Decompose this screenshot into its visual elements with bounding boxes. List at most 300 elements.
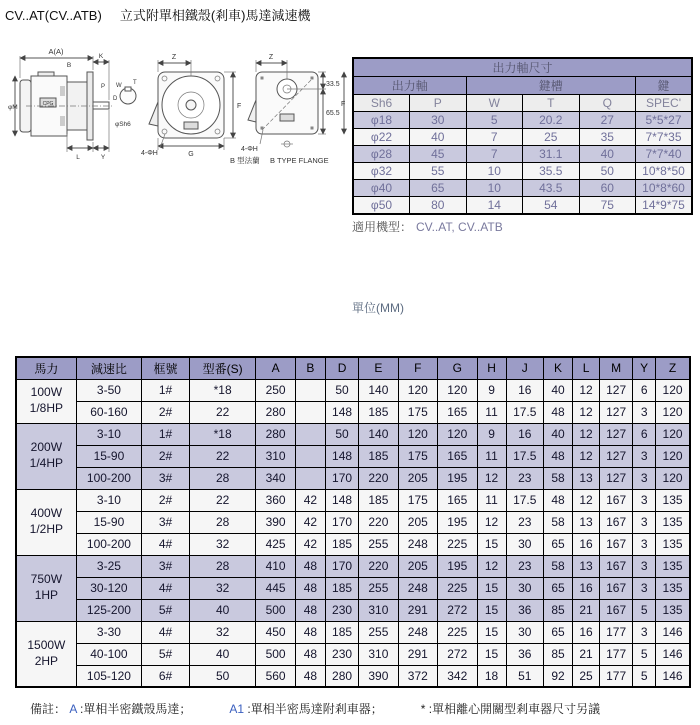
dim-cell: 3-10 — [76, 423, 141, 445]
dim-cell: 28 — [189, 511, 255, 533]
dim-cell: 220 — [359, 467, 398, 489]
dim-cell: 15 — [477, 533, 506, 555]
dim-cell: 372 — [398, 665, 437, 687]
footnote-item — [421, 702, 600, 716]
dim-cell: 36 — [506, 599, 543, 621]
dim-col-header: Y — [633, 357, 656, 379]
shaft-col-header: Q — [579, 95, 636, 112]
dim-cell: 205 — [398, 555, 437, 577]
dim-cell: 12 — [573, 445, 600, 467]
dim-cell: 16 — [573, 621, 600, 643]
dim-label-335: 33.5 — [326, 81, 340, 88]
dim-cell: *18 — [189, 423, 255, 445]
shaft-table-cell: 54 — [523, 197, 580, 214]
shaft-table-cell: 40 — [410, 129, 467, 146]
dim-cell: 42 — [295, 511, 325, 533]
dim-cell: 185 — [359, 445, 398, 467]
dim-cell: 220 — [359, 511, 398, 533]
flange-front-view — [141, 54, 241, 158]
dim-cell: 5 — [633, 599, 656, 621]
dim-table-row — [16, 555, 690, 577]
footnote-text: :單相半密馬達附剎車器； — [247, 702, 383, 716]
dim-cell — [295, 467, 325, 489]
dim-cell: 16 — [573, 533, 600, 555]
dim-cell: 120 — [398, 379, 437, 401]
dim-cell: 146 — [656, 643, 690, 665]
shaft-table-cell: 80 — [410, 197, 467, 214]
shaft-table-cell: 7 — [466, 146, 523, 163]
side-view-drawing — [8, 47, 137, 161]
dim-table-row — [16, 423, 690, 445]
dim-table-row — [16, 489, 690, 511]
dim-cell: 12 — [573, 423, 600, 445]
dim-cell: 48 — [543, 489, 572, 511]
dim-cell: 11 — [477, 445, 506, 467]
dim-cell: 175 — [398, 445, 437, 467]
dim-cell — [295, 445, 325, 467]
dim-cell: 65 — [543, 621, 572, 643]
power-cell: 750W 1HP — [16, 555, 76, 621]
dim-cell: 15-90 — [76, 511, 141, 533]
shaft-table-row — [353, 146, 692, 163]
page-title-model: CV..AT(CV..ATB) — [5, 8, 102, 23]
page-title-description: 立式附單相鐵殼(剎車)馬達減速機 — [119, 8, 311, 23]
dim-cell: 185 — [325, 577, 358, 599]
dim-col-header: M — [600, 357, 633, 379]
dim-cell: 6# — [142, 665, 190, 687]
dim-cell: 177 — [600, 643, 633, 665]
dim-cell: 167 — [600, 555, 633, 577]
dim-cell: 310 — [256, 445, 295, 467]
dim-label-shaft: φSh6 — [115, 121, 131, 128]
dim-cell: 146 — [656, 621, 690, 643]
dim-cell: 32 — [189, 621, 255, 643]
dim-col-header: 馬力 — [16, 357, 76, 379]
dim-cell: 1# — [142, 423, 190, 445]
dim-col-header: E — [359, 357, 398, 379]
dim-table-row — [16, 621, 690, 643]
dim-cell: 3-50 — [76, 379, 141, 401]
dim-cell: 48 — [295, 621, 325, 643]
dim-cell: 255 — [359, 577, 398, 599]
dim-cell: 12 — [477, 467, 506, 489]
dim-cell: 120 — [398, 423, 437, 445]
dim-cell: 127 — [600, 423, 633, 445]
dim-cell: 12 — [477, 555, 506, 577]
dim-cell: 390 — [256, 511, 295, 533]
dim-cell: 185 — [359, 489, 398, 511]
dim-cell: 148 — [325, 489, 358, 511]
dim-cell: 177 — [600, 665, 633, 687]
dim-label-m: φM — [8, 104, 18, 111]
dim-cell: 125-200 — [76, 599, 141, 621]
brand-logo: CPG — [42, 101, 54, 107]
dim-cell: 65 — [543, 533, 572, 555]
dim-label-g: G — [188, 151, 194, 158]
dim-col-header: D — [325, 357, 358, 379]
dim-cell: 225 — [438, 577, 477, 599]
shaft-table-row — [353, 163, 692, 180]
dim-cell: 230 — [325, 643, 358, 665]
dim-cell: 127 — [600, 379, 633, 401]
dim-cell: 105-120 — [76, 665, 141, 687]
shaft-table-cell: 10*8*60 — [636, 180, 693, 197]
dim-cell: 3# — [142, 467, 190, 489]
dim-cell: 15 — [477, 577, 506, 599]
dim-label-z1: Z — [171, 54, 177, 61]
dim-cell: 175 — [398, 489, 437, 511]
dim-cell: 50 — [189, 665, 255, 687]
dim-cell: 3# — [142, 511, 190, 533]
dim-cell: 167 — [600, 533, 633, 555]
dim-cell: 167 — [600, 511, 633, 533]
dim-cell: 291 — [398, 599, 437, 621]
dim-cell: 2# — [142, 401, 190, 423]
dim-cell: 120 — [656, 445, 690, 467]
dim-cell: 170 — [325, 511, 358, 533]
dim-cell: 3 — [633, 489, 656, 511]
dim-cell: 11 — [477, 401, 506, 423]
dim-cell: 195 — [438, 511, 477, 533]
dim-cell: 220 — [359, 555, 398, 577]
dim-table-row — [16, 577, 690, 599]
dim-cell: 32 — [189, 533, 255, 555]
dim-cell: 342 — [438, 665, 477, 687]
dim-cell: 23 — [506, 555, 543, 577]
dim-col-header: 型番(S) — [189, 357, 255, 379]
dim-cell: 185 — [325, 621, 358, 643]
dim-cell: 140 — [359, 379, 398, 401]
dim-cell: 148 — [325, 401, 358, 423]
shaft-table-cell: φ50 — [353, 197, 410, 214]
dim-label-holes2: 4-ΦH — [241, 146, 258, 153]
dim-cell: 48 — [295, 577, 325, 599]
dim-cell: 500 — [256, 643, 295, 665]
shaft-table-cell: φ28 — [353, 146, 410, 163]
dim-label-w: W — [116, 83, 122, 89]
dim-cell: 2# — [142, 489, 190, 511]
footnote-key: * — [420, 702, 429, 716]
shaft-table-cell: 50 — [579, 163, 636, 180]
dim-col-header: B — [295, 357, 325, 379]
dim-cell: 85 — [543, 643, 572, 665]
dim-col-header: 框號 — [142, 357, 190, 379]
dim-col-header: L — [573, 357, 600, 379]
dim-cell: 3 — [633, 445, 656, 467]
dim-cell: 120 — [656, 379, 690, 401]
footnote-key: A1 — [229, 702, 248, 716]
unit-note: 單位(MM) — [352, 301, 404, 315]
dim-cell: 280 — [325, 665, 358, 687]
shaft-table-cell: 14 — [466, 197, 523, 214]
dim-cell: 48 — [295, 665, 325, 687]
dim-cell: 230 — [325, 599, 358, 621]
dim-table-row — [16, 599, 690, 621]
dim-cell: 135 — [656, 489, 690, 511]
dim-table-row — [16, 379, 690, 401]
dim-cell — [295, 379, 325, 401]
dim-cell: 3 — [633, 533, 656, 555]
dim-cell: 248 — [398, 577, 437, 599]
footnote-item — [69, 702, 191, 716]
dim-cell: 135 — [656, 555, 690, 577]
dim-cell: 5 — [633, 643, 656, 665]
power-cell: 400W 1/2HP — [16, 489, 76, 555]
dim-cell: 48 — [295, 555, 325, 577]
dim-cell: 32 — [189, 577, 255, 599]
dim-cell: 13 — [573, 467, 600, 489]
dim-cell: 120 — [656, 423, 690, 445]
dim-cell — [295, 423, 325, 445]
dim-cell: 175 — [398, 401, 437, 423]
dim-cell: 360 — [256, 489, 295, 511]
dim-cell: 248 — [398, 533, 437, 555]
dim-cell: 30 — [506, 577, 543, 599]
dim-cell: 390 — [359, 665, 398, 687]
shaft-group-header: 鍵 — [636, 77, 693, 95]
dim-cell: 30 — [506, 533, 543, 555]
dim-cell: 9 — [477, 423, 506, 445]
dim-cell: 6 — [633, 379, 656, 401]
footnote-item — [229, 702, 382, 716]
dim-cell: 280 — [256, 423, 295, 445]
footnote-text: :單相離心開關型剎車器尺寸另議 — [428, 702, 601, 716]
dim-cell: 40 — [543, 423, 572, 445]
dim-cell: 22 — [189, 401, 255, 423]
dim-cell: 148 — [325, 445, 358, 467]
dim-cell: 127 — [600, 467, 633, 489]
flange-caption-cn: B 型法蘭 — [230, 156, 260, 165]
dim-cell: 4# — [142, 621, 190, 643]
shaft-table-row — [353, 129, 692, 146]
shaft-table-cell: 10 — [466, 180, 523, 197]
dim-label-b: B — [66, 62, 72, 69]
dim-cell: 15 — [477, 621, 506, 643]
shaft-table-cell: 7*7*35 — [636, 129, 693, 146]
dim-cell: 250 — [256, 379, 295, 401]
dim-cell: 58 — [543, 555, 572, 577]
dim-cell: 48 — [543, 401, 572, 423]
shaft-table-cell: 60 — [579, 180, 636, 197]
dim-col-header: Z — [656, 357, 690, 379]
dim-cell: 310 — [359, 643, 398, 665]
shaft-col-header: W — [466, 95, 523, 112]
shaft-table-row — [353, 112, 692, 129]
shaft-table-cell: 14*9*75 — [636, 197, 693, 214]
dim-cell: *18 — [189, 379, 255, 401]
dim-cell: 310 — [359, 599, 398, 621]
dim-label-l: L — [76, 154, 80, 161]
dim-cell: 272 — [438, 643, 477, 665]
dim-table-row — [16, 445, 690, 467]
dim-cell — [295, 401, 325, 423]
dim-cell: 340 — [256, 467, 295, 489]
dim-cell: 170 — [325, 555, 358, 577]
power-cell: 1500W 2HP — [16, 621, 76, 687]
dim-cell: 410 — [256, 555, 295, 577]
dim-cell: 165 — [438, 445, 477, 467]
dim-cell: 28 — [189, 467, 255, 489]
dim-cell: 58 — [543, 511, 572, 533]
flange-caption-en: B TYPE FLANGE — [270, 156, 329, 165]
dim-cell: 127 — [600, 445, 633, 467]
dim-cell: 65 — [543, 577, 572, 599]
page-title — [5, 5, 310, 24]
dim-cell: 3 — [633, 555, 656, 577]
dim-col-header: A — [256, 357, 295, 379]
dim-cell: 120 — [656, 401, 690, 423]
shaft-table-cell: φ18 — [353, 112, 410, 129]
dim-label-z2: Z — [268, 54, 274, 61]
dim-cell: 170 — [325, 467, 358, 489]
dim-cell: 40 — [543, 379, 572, 401]
dim-cell: 291 — [398, 643, 437, 665]
dim-cell: 51 — [506, 665, 543, 687]
applicable-models-label: 適用機型： — [352, 220, 413, 234]
dim-cell: 16 — [506, 423, 543, 445]
shaft-table-cell: 75 — [579, 197, 636, 214]
shaft-table-cell: 31.1 — [523, 146, 580, 163]
footnote-text: :單相半密鐵殼馬達； — [80, 702, 192, 716]
dim-cell: 195 — [438, 467, 477, 489]
shaft-table-cell: 10*8*50 — [636, 163, 693, 180]
dim-label-a: A(A) — [48, 47, 64, 56]
shaft-table-cell: 7 — [466, 129, 523, 146]
shaft-table-cell: 45 — [410, 146, 467, 163]
dim-cell: 40 — [189, 643, 255, 665]
dim-cell: 195 — [438, 555, 477, 577]
dim-cell: 445 — [256, 577, 295, 599]
dim-cell: 12 — [477, 511, 506, 533]
shaft-group-header: 鍵槽 — [466, 77, 636, 95]
shaft-table-cell: 35.5 — [523, 163, 580, 180]
dim-cell: 127 — [600, 401, 633, 423]
dim-cell: 17.5 — [506, 489, 543, 511]
dim-cell: 146 — [656, 665, 690, 687]
dim-table-row — [16, 467, 690, 489]
dim-label-655: 65.5 — [326, 110, 340, 117]
output-shaft-table — [352, 57, 693, 215]
dim-cell: 100-200 — [76, 467, 141, 489]
dim-cell: 135 — [656, 533, 690, 555]
dim-label-y: Y — [100, 154, 106, 161]
dim-cell: 9 — [477, 379, 506, 401]
shaft-table-cell: 25 — [523, 129, 580, 146]
dim-cell: 12 — [573, 489, 600, 511]
dim-cell: 21 — [573, 643, 600, 665]
dim-cell: 48 — [543, 445, 572, 467]
shaft-table-title: 出力軸尺寸 — [353, 58, 692, 77]
dim-cell: 11 — [477, 489, 506, 511]
dim-cell: 560 — [256, 665, 295, 687]
applicable-models — [352, 218, 503, 235]
dim-cell: 28 — [189, 555, 255, 577]
dim-label-k: K — [98, 53, 104, 60]
dim-cell: 3-10 — [76, 489, 141, 511]
dim-cell: 255 — [359, 533, 398, 555]
dim-cell: 185 — [359, 401, 398, 423]
dim-cell: 3# — [142, 555, 190, 577]
dim-cell: 225 — [438, 533, 477, 555]
dim-label-d: D — [113, 96, 118, 102]
shaft-col-header: T — [523, 95, 580, 112]
dim-label-f1: F — [237, 103, 242, 110]
dim-cell: 3 — [633, 621, 656, 643]
dimension-table-header — [16, 357, 690, 379]
shaft-group-header: 出力軸 — [353, 77, 466, 95]
dim-cell: 16 — [506, 379, 543, 401]
dim-cell: 18 — [477, 665, 506, 687]
dim-cell: 3 — [633, 401, 656, 423]
dim-label-p: P — [100, 84, 106, 90]
shaft-col-header: Sh6 — [353, 95, 410, 112]
dim-cell: 167 — [600, 489, 633, 511]
dim-cell: 167 — [600, 599, 633, 621]
dim-cell: 165 — [438, 401, 477, 423]
dim-cell: 5 — [633, 665, 656, 687]
dim-cell: 135 — [656, 577, 690, 599]
dimension-table — [15, 356, 691, 688]
dim-cell: 23 — [506, 511, 543, 533]
dim-cell: 4# — [142, 577, 190, 599]
dim-cell: 22 — [189, 489, 255, 511]
dim-cell: 205 — [398, 467, 437, 489]
dim-cell: 50 — [325, 423, 358, 445]
dim-cell: 248 — [398, 621, 437, 643]
dim-cell: 40 — [189, 599, 255, 621]
dim-cell: 425 — [256, 533, 295, 555]
dim-cell: 272 — [438, 599, 477, 621]
dim-table-row — [16, 665, 690, 687]
dim-cell: 92 — [543, 665, 572, 687]
shaft-table-cell: 5 — [466, 112, 523, 129]
dim-cell: 42 — [295, 489, 325, 511]
dim-cell: 30-120 — [76, 577, 141, 599]
dim-cell: 85 — [543, 599, 572, 621]
dim-cell: 22 — [189, 445, 255, 467]
shaft-table-cell: 5*5*27 — [636, 112, 693, 129]
dim-cell: 48 — [295, 643, 325, 665]
dim-cell: 140 — [359, 423, 398, 445]
dim-label-holes1: 4-ΦH — [141, 150, 158, 157]
shaft-table-cell: 27 — [579, 112, 636, 129]
dim-cell: 4# — [142, 533, 190, 555]
dim-cell: 3 — [633, 511, 656, 533]
dim-col-header: K — [543, 357, 572, 379]
dim-cell: 120 — [438, 423, 477, 445]
applicable-models-value: CV..AT, CV..ATB — [416, 220, 503, 234]
shaft-table-row — [353, 180, 692, 197]
dim-cell: 3-30 — [76, 621, 141, 643]
dim-cell: 100-200 — [76, 533, 141, 555]
dim-cell: 5# — [142, 643, 190, 665]
dim-cell: 177 — [600, 621, 633, 643]
shaft-table-cell: 40 — [579, 146, 636, 163]
dim-cell: 120 — [656, 467, 690, 489]
dim-cell: 23 — [506, 467, 543, 489]
shaft-table-cell: 35 — [579, 129, 636, 146]
dim-cell: 30 — [506, 621, 543, 643]
dim-cell: 2# — [142, 445, 190, 467]
shaft-table-cell: φ40 — [353, 180, 410, 197]
dim-cell: 135 — [656, 511, 690, 533]
dim-cell: 12 — [573, 401, 600, 423]
dim-cell: 165 — [438, 489, 477, 511]
dim-label-f2: F — [341, 101, 346, 108]
dim-cell: 15 — [477, 599, 506, 621]
shaft-table-cell: 43.5 — [523, 180, 580, 197]
dim-cell: 185 — [325, 533, 358, 555]
